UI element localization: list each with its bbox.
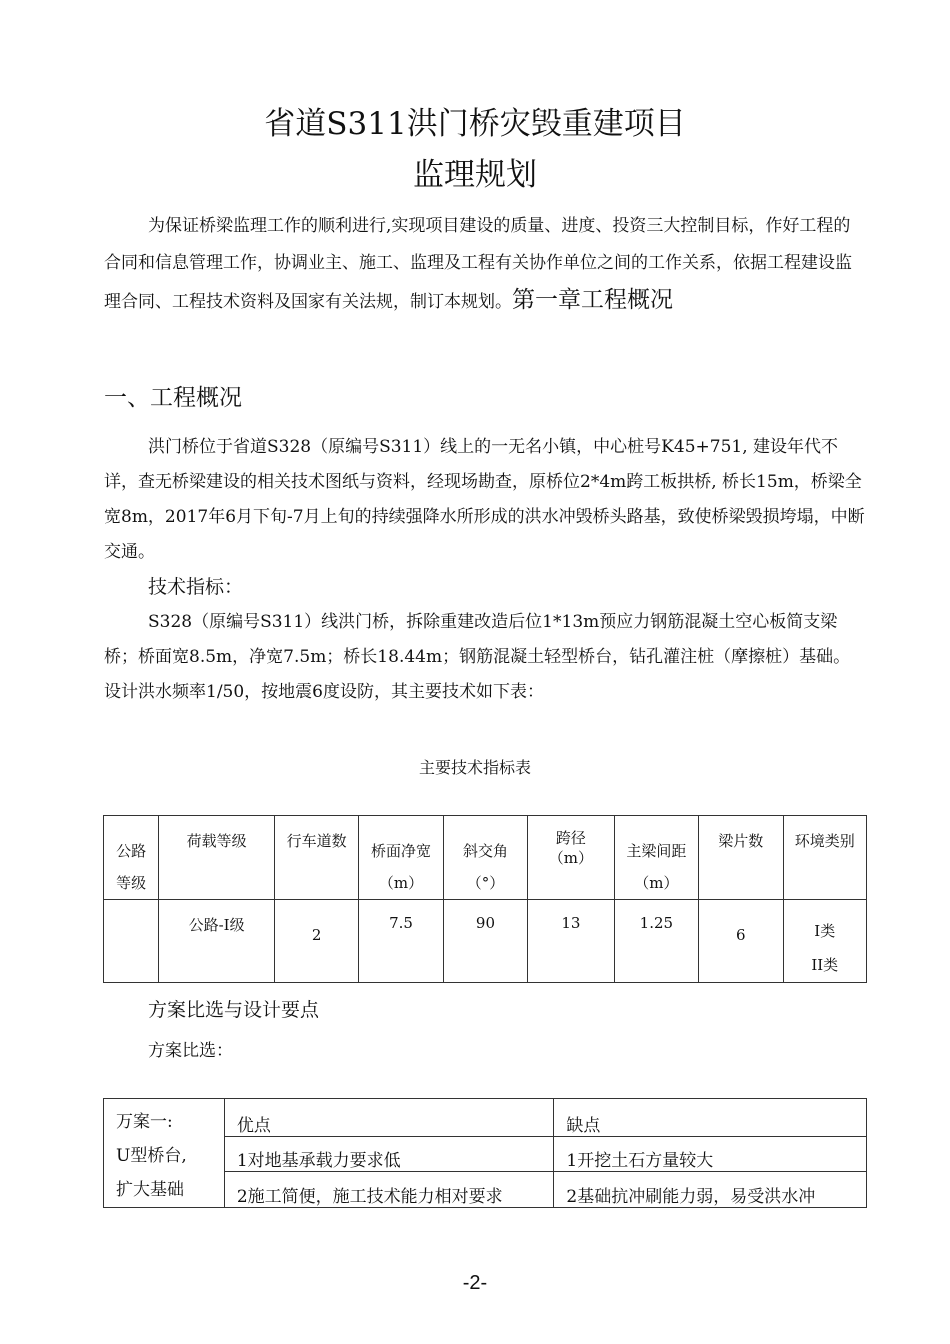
- cons-item: 2基础抗冲刷能力弱，易受洪水冲: [554, 1171, 867, 1207]
- intro-paragraph: [104, 208, 866, 321]
- table-cell: 13: [528, 900, 614, 983]
- pros-item: 1对地基承载力要求低: [224, 1137, 554, 1171]
- plan-compare-table: [103, 1098, 867, 1208]
- overview-paragraph: 洪门桥位于省道S328（原编号S311）线上的一无名小镇，中心桩号K45+751, 建设年代不详，查无桥梁建设的相关技术图纸与资料，经现场勘查，原桥位2*4m跨工板拱桥, 桥长15m，桥梁全宽8m，2017年6月下旬-7月上旬的持续强降水所形成的洪水冲毁桥头路基，致使桥梁毁损垮塌，中断交通。: [104, 437, 865, 562]
- header-cell: 公路 等级: [104, 816, 159, 900]
- header-cell: 主梁间距 （m）: [614, 816, 698, 900]
- table-cell: 6: [699, 900, 783, 983]
- pros-item: 2施工简便，施工技术能力相对要求: [224, 1171, 554, 1207]
- intro-text: 为保证桥梁监理工作的顺利进行,实现项目建设的质量、进度、投资三大控制目标，作好工程的合同和信息管理工作，协调业主、施工、监理及工程有关协作单位之间的工作关系，依据工程建设监理合同、工程技术资料及国家有关法规，制订本规划。: [104, 216, 852, 312]
- table-cell: 公路-I级: [159, 900, 275, 983]
- table-cell: [104, 900, 159, 983]
- compare-heading: 方案比选：: [148, 1041, 233, 1061]
- plan-name-cell: 万案一: U型桥台, 扩大基础: [104, 1099, 225, 1208]
- page-number: -2-: [462, 1272, 488, 1294]
- tech-heading: 技术指标：: [148, 576, 244, 598]
- header-cell: 荷载等级: [159, 816, 275, 900]
- section-heading-overview: 一、工程概况: [104, 385, 242, 411]
- header-cell: 环境类别: [783, 816, 866, 900]
- table-cell: I类 II类: [783, 900, 866, 983]
- header-cell: 行车道数: [274, 816, 358, 900]
- header-cell: 桥面净宽 （m）: [359, 816, 443, 900]
- table-cell: 90: [443, 900, 527, 983]
- table-cell: 1.25: [614, 900, 698, 983]
- cons-header: 缺点: [554, 1099, 867, 1137]
- header-cell: 斜交角 （°）: [443, 816, 527, 900]
- tech-spec-table: [103, 815, 867, 983]
- tech-paragraph: S328（原编号S311）线洪门桥，拆除重建改造后位1*13m预应力钢筋混凝土空心板简支梁桥；桥面宽8.5m，净宽7.5m；桥长18.44m；钢筋混凝土轻型桥台，钻孔灌注桩（摩擦桩）基础。设计洪水频率1/50，按地震6度设防，其主要技术如下表：: [104, 612, 851, 702]
- table-header-row: [104, 816, 867, 900]
- document-subtitle: 监理规划: [413, 157, 537, 193]
- table-cell: 7.5: [359, 900, 443, 983]
- table-caption: 主要技术指标表: [418, 758, 531, 777]
- header-cell: 跨径 （m）: [528, 816, 614, 900]
- document-title: 省道S311洪门桥灾毁重建项目: [264, 106, 686, 142]
- table-row: [104, 900, 867, 983]
- table-cell: 2: [274, 900, 358, 983]
- chapter-heading: 第一章工程概况: [512, 287, 673, 313]
- cons-item: 1开挖土石方量较大: [554, 1137, 867, 1171]
- pros-header: 优点: [224, 1099, 554, 1137]
- design-heading: 方案比选与设计要点: [148, 999, 320, 1021]
- header-cell: 梁片数: [699, 816, 783, 900]
